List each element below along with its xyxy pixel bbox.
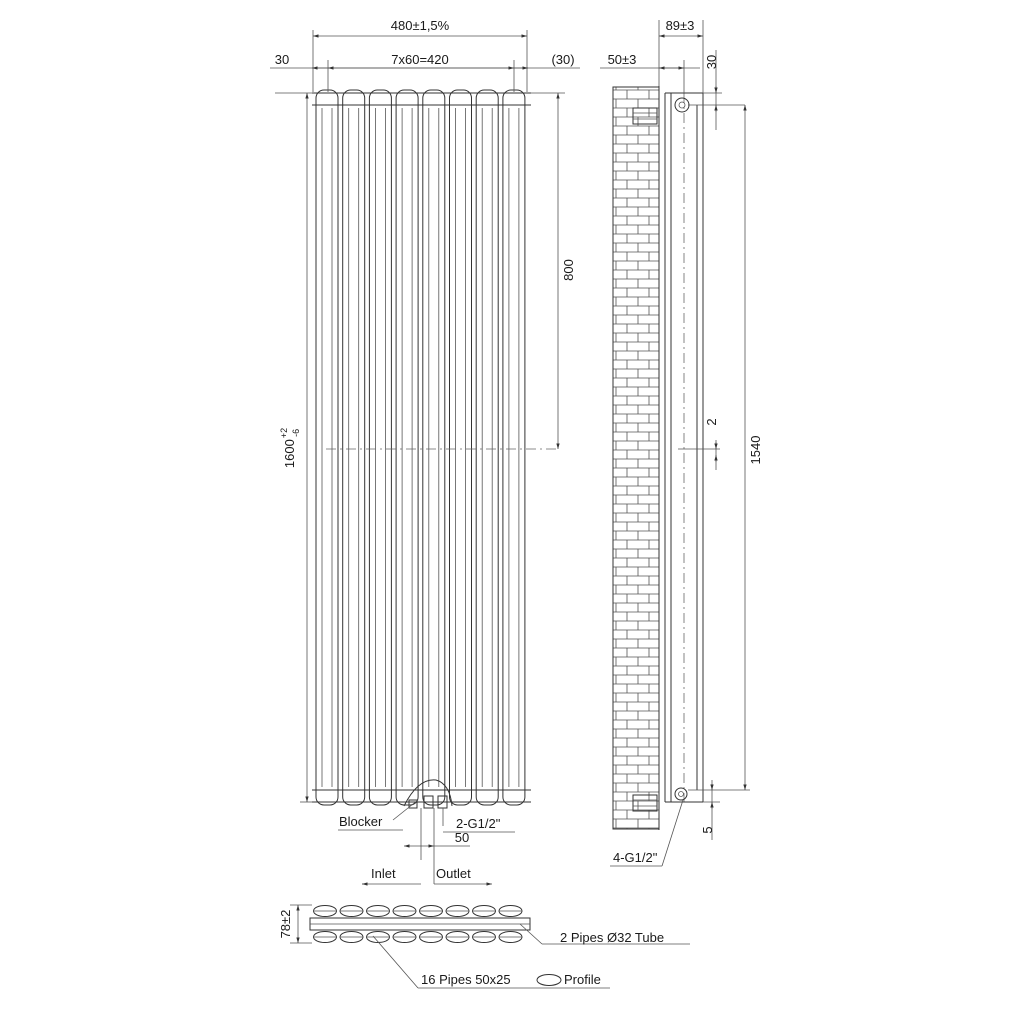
blocker-label: Blocker (339, 814, 383, 829)
side-connection-leader (662, 800, 683, 866)
profile-label: Profile (564, 972, 601, 987)
height-value: 1600 (282, 439, 297, 469)
bottom-header-circle-inner (679, 792, 684, 797)
front-view (270, 18, 580, 884)
connection-spacing-label: 50 (454, 830, 470, 845)
radiator-tube (369, 90, 391, 805)
side-connection-label: 4-G1/2" (613, 850, 658, 865)
radiator-tube (476, 90, 498, 805)
height-total-label (279, 428, 301, 468)
outlet-label: Outlet (436, 866, 471, 881)
width-total-label: 480±1,5% (390, 18, 450, 33)
inlet-label: Inlet (371, 866, 396, 881)
brick-wall (613, 87, 659, 829)
header-tube-label: 2 Pipes Ø32 Tube (560, 930, 665, 945)
wall-offset-label: 50±3 (607, 52, 637, 67)
height-tol-lower: -6 (291, 428, 301, 437)
center-offset-label: 2 (704, 418, 719, 426)
radiator-tube (343, 90, 365, 805)
radiator-tubes (316, 90, 525, 805)
bracket-spacing-label: 1540 (748, 435, 763, 465)
header-leader (520, 924, 542, 944)
radiator-tube (423, 90, 445, 805)
mid-height-label: 800 (561, 259, 576, 281)
pitch-label: 7x60=420 (391, 52, 449, 67)
top-header-circle-inner (679, 102, 685, 108)
section-view (278, 905, 690, 988)
section-depth-label: 78±2 (278, 909, 293, 939)
right-offset-label: (30) (551, 52, 575, 67)
left-offset-label: 30 (274, 52, 290, 67)
radiator-tube (450, 90, 472, 805)
pipes-leader (373, 936, 418, 988)
bottom-offset-label: 5 (700, 826, 715, 834)
radiator-tube (396, 90, 418, 805)
radiator-tube (316, 90, 338, 805)
top-header-circle (675, 98, 689, 112)
bottom-header-circle (675, 788, 687, 800)
radiator-tube (503, 90, 525, 805)
front-connection-label: 2-G1/2" (456, 816, 501, 831)
top-offset-label: 30 (704, 54, 719, 70)
side-view (600, 18, 763, 866)
depth-label: 89±3 (665, 18, 695, 33)
pipes-label: 16 Pipes 50x25 (421, 972, 511, 987)
height-tol-upper: +2 (279, 427, 289, 439)
profile-oval-icon (537, 975, 561, 986)
